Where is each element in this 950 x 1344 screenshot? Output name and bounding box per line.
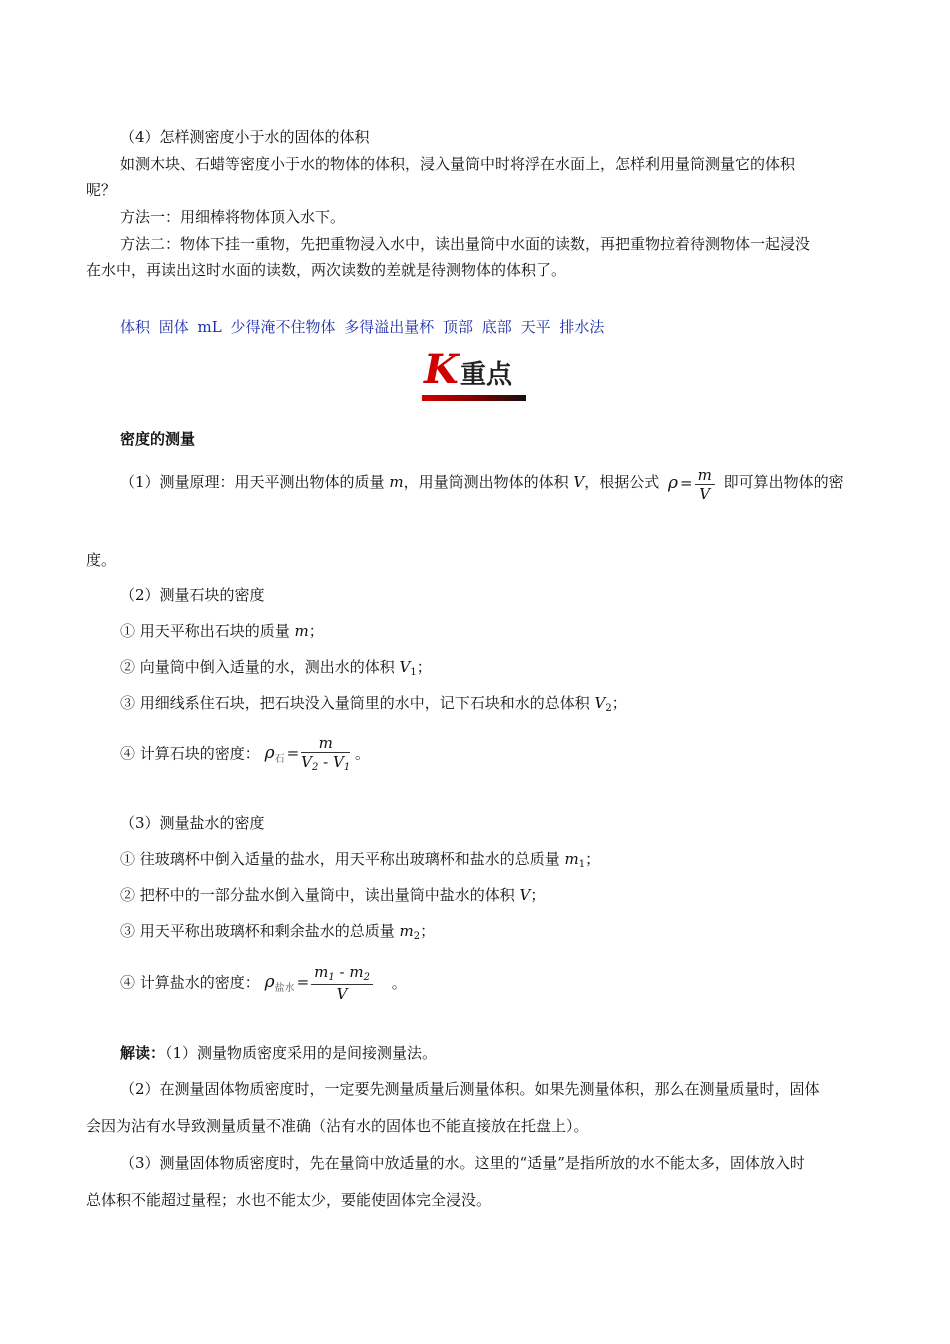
brine-step-2: ② 把杯中的一部分盐水倒入量筒中，读出量筒中盐水的体积 V； [120,886,546,904]
paragraph-line: 呢？ [86,181,117,199]
paragraph-line: （3）测量固体物质密度时，先在量筒中放适量的水。这里的“适量”是指所放的水不能太多，固体放入时 [120,1154,805,1172]
brine-step-1: ① 往玻璃杯中倒入适量的盐水，用天平称出玻璃杯和盐水的总质量 $m_1$； [120,850,601,870]
brine-heading: （3）测量盐水的密度 [120,814,265,832]
stone-density-formula: $\rho_石$ = $\frac{m}{V_2 - V_1}$ [264,734,351,773]
density-formula: ρ = $\frac{m}{V}$ [668,463,715,503]
stone-step-1: ① 用天平称出石块的质量 m； [120,622,324,640]
paragraph-line: 度。 [86,551,117,569]
brine-density-formula: $\rho_{盐水}$ = $\frac{m_1 - m_2}{V}$ [265,962,373,1005]
paragraph-line: 在水中，再读出这时水面的读数，两次读数的差就是待测物体的体积了。 [86,261,567,279]
brine-step-3: ③ 用天平称出玻璃杯和剩余盐水的总质量 $m_2$； [120,922,436,942]
section-heading: （4）怎样测密度小于水的固体的体积 [120,128,370,146]
reading-label: 解读： [120,1044,166,1062]
stone-step-3: ③ 用细线系住石块，把石块没入量筒里的水中，记下石块和水的总体积 $V_2$； [120,694,627,714]
reading-line-1: 解读：（1）测量物质密度采用的是间接测量法。 [120,1044,438,1062]
key-title: 密度的测量 [120,430,196,448]
key-points-logo [420,348,530,406]
logo-letter: K [424,346,459,393]
logo-text: 重点 [460,360,513,390]
answer-keywords: 体积 固体 mL 少得淹不住物体 多得溢出量杯 顶部 底部 天平 排水法 [120,318,605,336]
stone-step-4: ④ 计算石块的密度： $\rho_石$ = $\frac{m}{V_2 - V_1}$ 。 [120,733,370,776]
paragraph-line: 方法二：物体下挂一重物，先把重物浸入水中，读出量筒中水面的读数，再把重物拉着待测物体一起浸没 [120,235,811,253]
stone-step-2: ② 向量筒中倒入适量的水，测出水的体积 $V_1$； [120,658,432,678]
paragraph-line: 如测木块、石蜡等密度小于水的物体的体积，浸入量筒中时将浮在水面上，怎样利用量筒测量它的体积 [120,155,796,173]
paragraph-line: （2）在测量固体物质密度时，一定要先测量质量后测量体积。如果先测量体积，那么在测量质量时，固体 [120,1080,820,1098]
stone-heading: （2）测量石块的密度 [120,586,265,604]
paragraph-line: 总体积不能超过量程；水也不能太少，要能使固体完全浸没。 [86,1191,492,1209]
principle-line: （1）测量原理：用天平测出物体的质量 m，用量筒测出物体的体积 V，根据公式 ρ = $\frac{m}{V}$ 即可算出物体的密 [120,462,844,503]
paragraph-line: 方法一：用细棒将物体顶入水下。 [120,208,346,226]
brine-step-4: ④ 计算盐水的密度： $\rho_{盐水}$ = $\frac{m_1 - m_2}{V}$ 。 [120,963,407,1003]
paragraph-line: 会因为沾有水导致测量质量不准确（沾有水的固体也不能直接放在托盘上）。 [86,1117,589,1135]
